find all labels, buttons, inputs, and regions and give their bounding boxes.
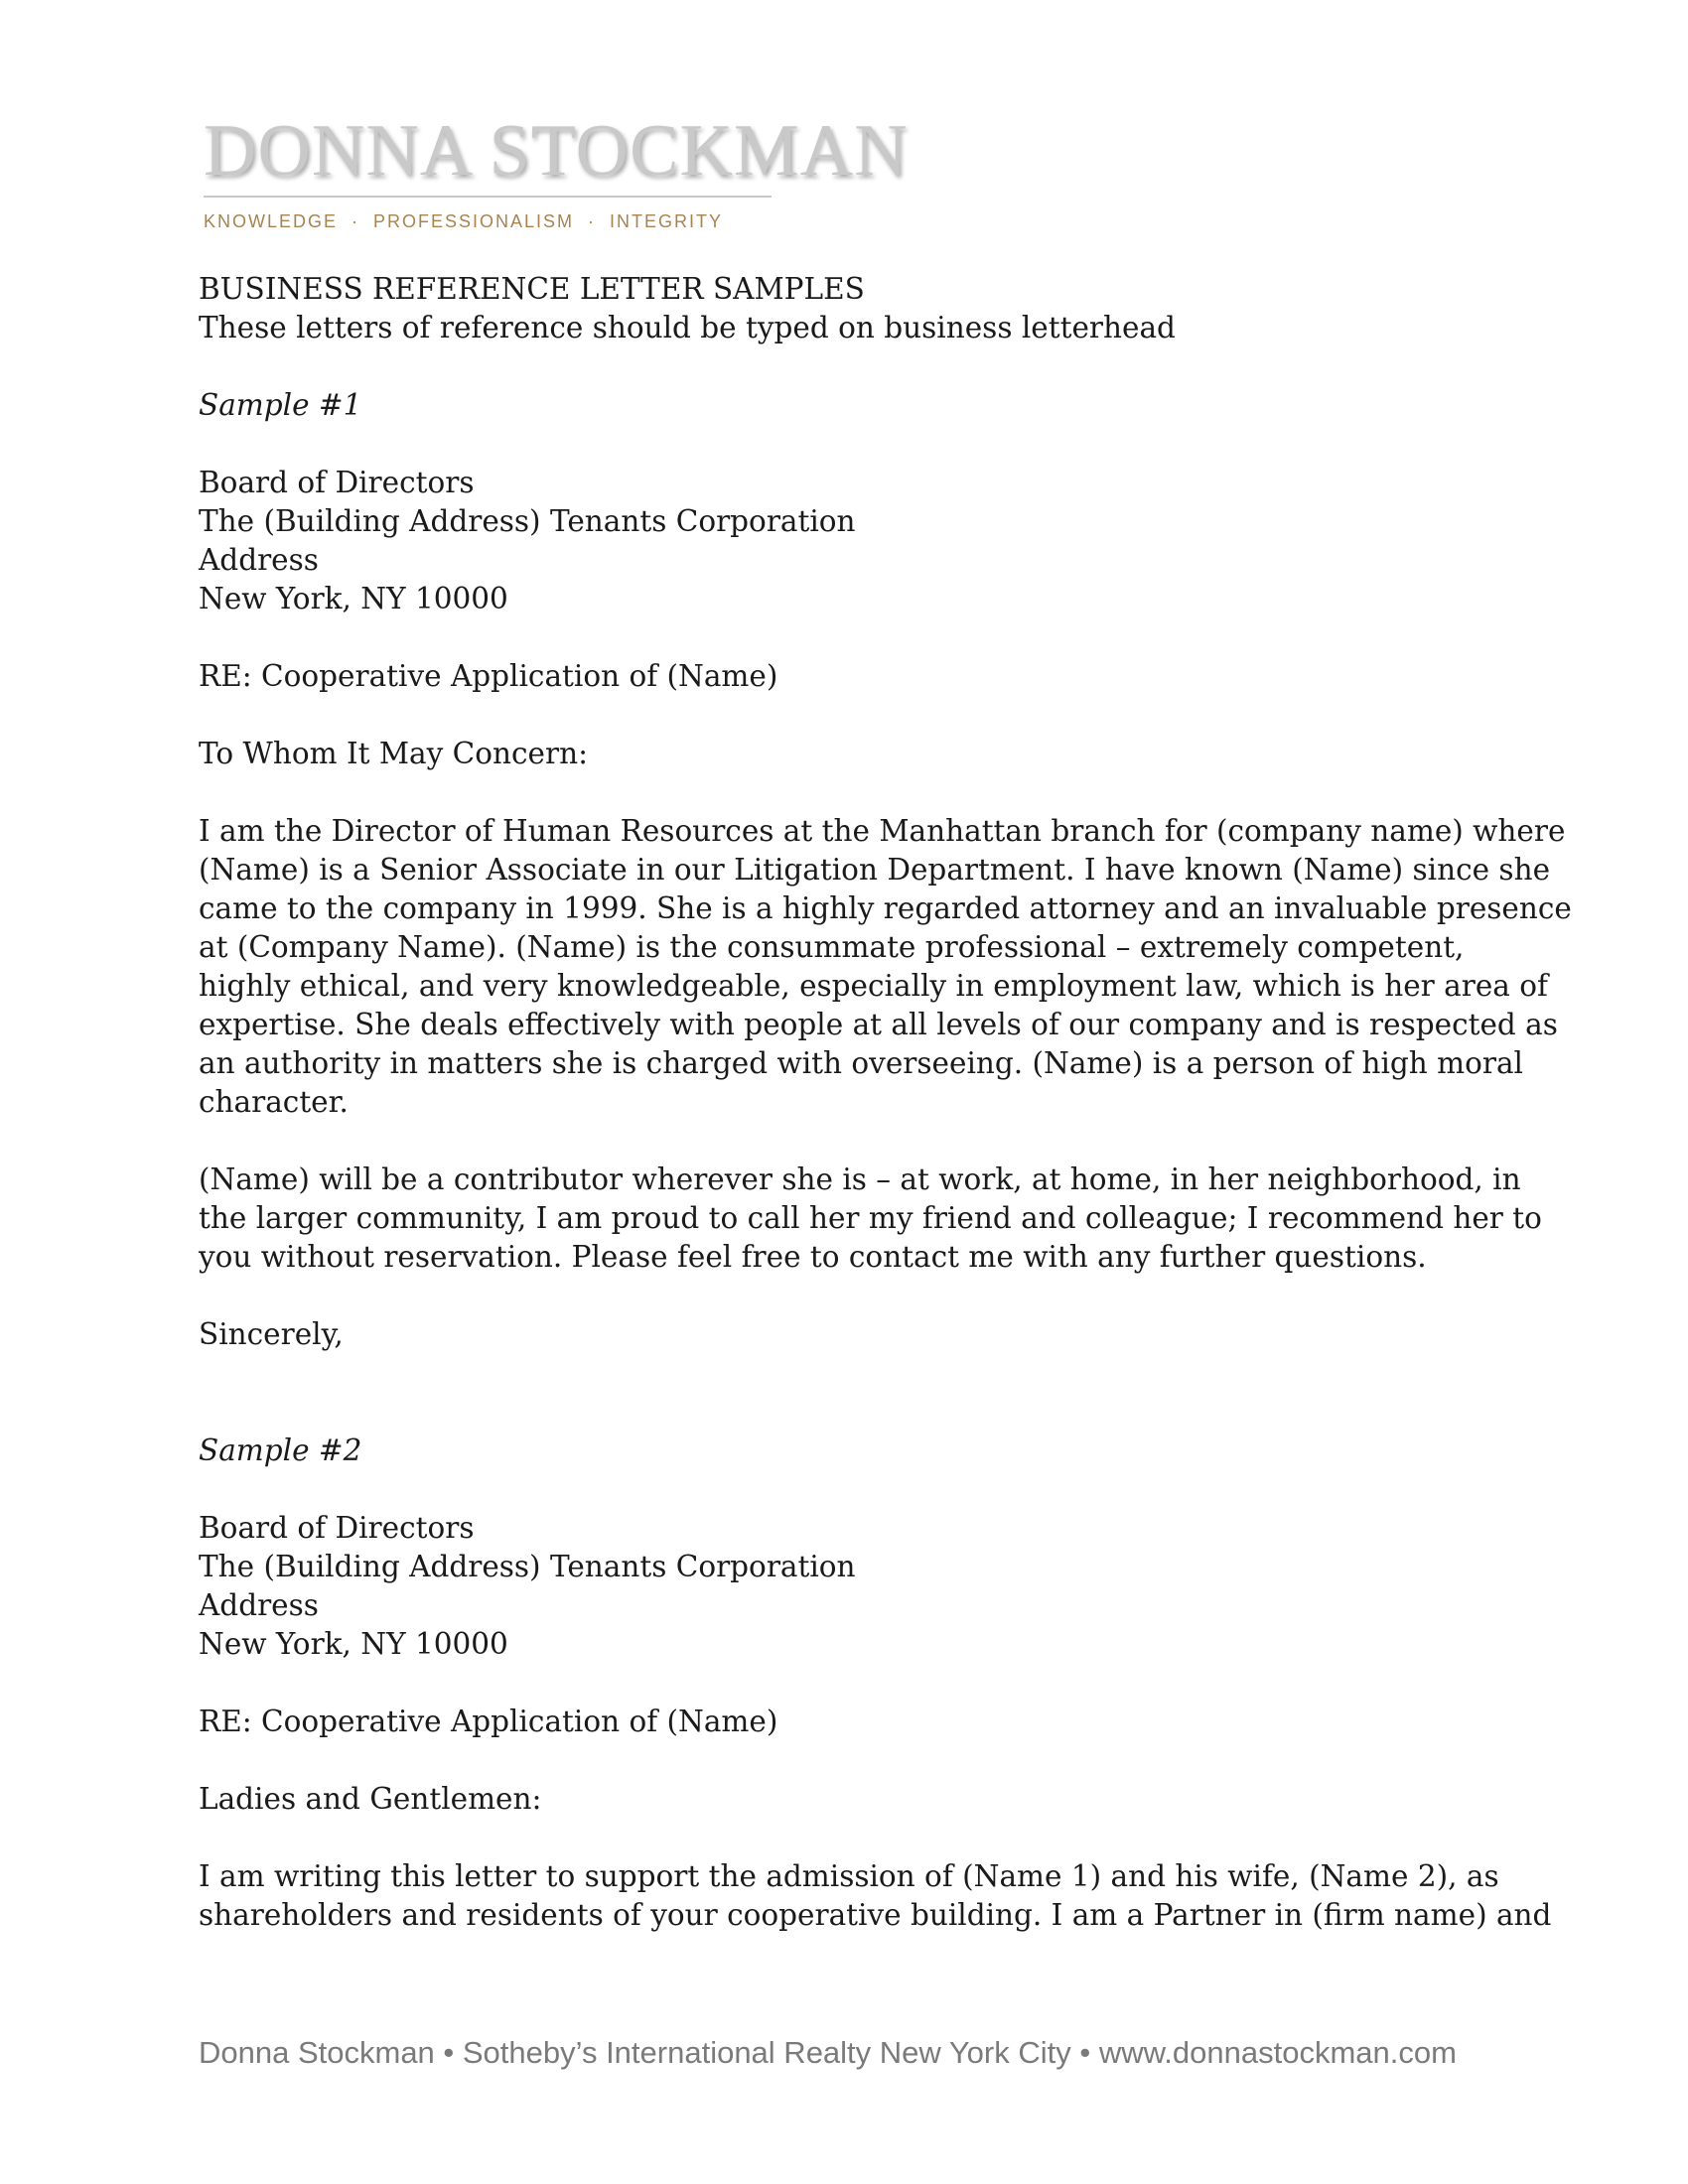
address-line: New York, NY 10000 <box>199 1627 508 1661</box>
text-line: an authority in matters she is charged with overseeing. (Name) is a person of high moral <box>199 1046 1523 1080</box>
address-line: The (Building Address) Tenants Corporation <box>199 1550 856 1583</box>
text-line: character. <box>199 1085 349 1119</box>
text-line: (Name) will be a contributor wherever she is – at work, at home, in her neighborhood, in <box>199 1162 1521 1196</box>
sample-1-paragraph-1 <box>199 812 1572 1122</box>
text-line: at (Company Name). (Name) is the consummate professional – extremely competent, <box>199 930 1465 964</box>
address-line: Board of Directors <box>199 466 475 499</box>
sample-2-salutation: Ladies and Gentlemen: <box>199 1782 542 1816</box>
address-line: Board of Directors <box>199 1511 475 1545</box>
signature-space <box>199 1393 1499 1432</box>
address-line: The (Building Address) Tenants Corporation <box>199 504 856 538</box>
address-line: Address <box>199 1588 319 1622</box>
address-line: Address <box>199 543 319 577</box>
sample-2-address-block <box>199 1509 1499 1664</box>
company-logo <box>204 110 909 232</box>
text-line: the larger community, I am proud to call her my friend and colleague; I recommend her to <box>199 1201 1542 1235</box>
logo-tagline: KNOWLEDGE · PROFESSIONALISM · INTEGRITY <box>204 211 724 231</box>
document-body <box>199 270 1572 1935</box>
sample-1-paragraph-2 <box>199 1160 1542 1277</box>
text-line: shareholders and residents of your cooperative building. I am a Partner in (firm name) and <box>199 1898 1552 1932</box>
text-line: came to the company in 1999. She is a highly regarded attorney and an invaluable presence <box>199 891 1572 925</box>
sample-2-paragraph-1 <box>199 1857 1552 1935</box>
sample-1-salutation: To Whom It May Concern: <box>199 737 589 770</box>
logo-divider <box>204 196 772 198</box>
text-line: you without reservation. Please feel free to contact me with any further questions. <box>199 1240 1427 1274</box>
document-subtitle: These letters of reference should be typed on business letterhead <box>199 311 1176 344</box>
address-line: New York, NY 10000 <box>199 582 508 615</box>
sample-1-address-block <box>199 464 1499 618</box>
text-line: highly ethical, and very knowledgeable, especially in employment law, which is her area of <box>199 969 1548 1003</box>
sample-1-re-line: RE: Cooperative Application of (Name) <box>199 659 778 693</box>
sample-1-label: Sample #1 <box>199 388 362 422</box>
sample-2-re-line: RE: Cooperative Application of (Name) <box>199 1705 778 1738</box>
text-line: expertise. She deals effectively with people at all levels of our company and is respected as <box>199 1008 1558 1041</box>
document-title: BUSINESS REFERENCE LETTER SAMPLES <box>199 272 865 306</box>
text-line: (Name) is a Senior Associate in our Litigation Department. I have known (Name) since she <box>199 853 1551 887</box>
sample-2-label: Sample #2 <box>199 1433 362 1467</box>
text-line: I am writing this letter to support the admission of (Name 1) and his wife, (Name 2), as <box>199 1859 1499 1893</box>
text-line: I am the Director of Human Resources at the Manhattan branch for (company name) where <box>199 814 1566 848</box>
signature-space <box>199 1354 1499 1393</box>
sample-1-closing: Sincerely, <box>199 1317 344 1351</box>
page-footer: Donna Stockman • Sotheby’s International Realty New York City • www.donnastockman.com <box>199 2035 1457 2070</box>
logo-name: DONNA STOCKMAN <box>204 110 909 192</box>
